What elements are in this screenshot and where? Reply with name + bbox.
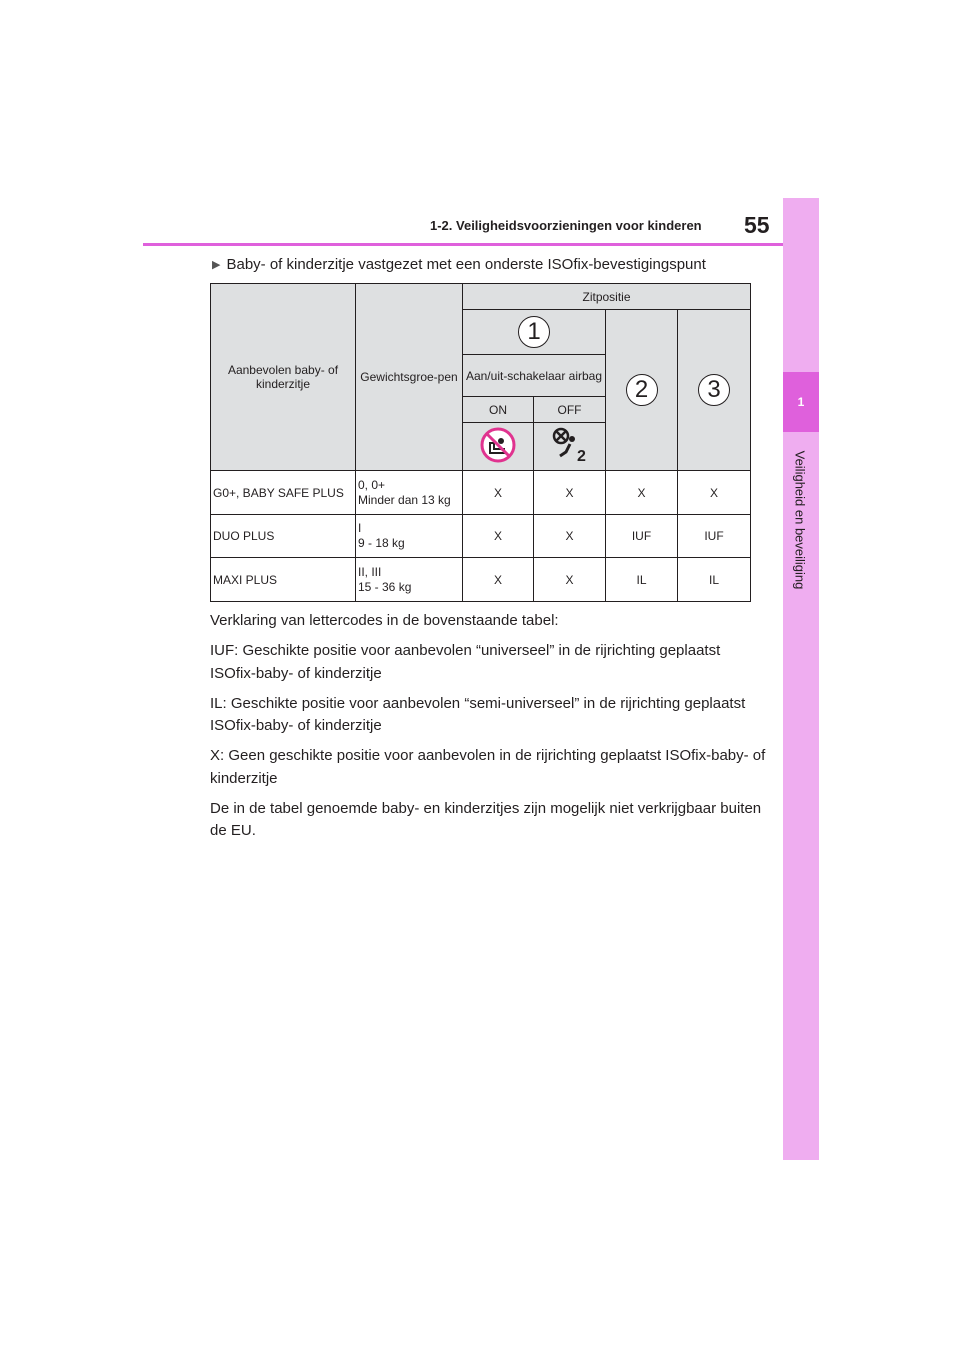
row-2-off: X: [534, 515, 606, 558]
position-3-icon: 3: [698, 374, 730, 406]
header-seat-position: Zitpositie: [463, 284, 751, 310]
row-2-weight: [356, 515, 463, 558]
row-3-weight-range: 15 - 36 kg: [358, 579, 412, 594]
legend-iuf: IUF: Geschikte positie voor aanbevolen “universeel” in de rijrichting geplaatst ISOfix-baby- of kinderzitje: [210, 642, 721, 682]
row-1-on: X: [463, 471, 534, 515]
position-3-cell: [678, 310, 751, 471]
row-1-weight-range: Minder dan 13 kg: [358, 492, 451, 507]
chapter-title: Veiligheid en beveiliging: [792, 450, 808, 590]
row-2-seat: DUO PLUS: [211, 515, 356, 558]
legend-x: X: Geen geschikte positie voor aanbevolen in de rijrichting geplaatst ISOfix-baby- of kinderzitje: [210, 747, 766, 787]
row-3-weight: [356, 558, 463, 602]
legend-intro: Verklaring van lettercodes in de bovenstaande tabel:: [210, 612, 559, 629]
row-3-group: II, III: [358, 564, 382, 579]
position-1-cell: [463, 310, 606, 355]
row-2-pos2: IUF: [606, 515, 678, 558]
row-3-seat: MAXI PLUS: [211, 558, 356, 602]
chapter-side-tab: [783, 198, 819, 1160]
row-1-pos3: X: [678, 471, 751, 515]
bullet-heading-text: Baby- of kinderzitje vastgezet met een onderste ISOfix-bevestigingspunt: [226, 256, 706, 273]
row-1-pos2: X: [606, 471, 678, 515]
row-2-on: X: [463, 515, 534, 558]
position-2-cell: [606, 310, 678, 471]
airbag-off-header: OFF: [534, 397, 606, 423]
row-2-group: I: [358, 521, 362, 535]
bullet-heading: [212, 256, 706, 273]
section-title: 1-2. Veiligheidsvoorzieningen voor kinderen: [430, 218, 702, 233]
legend-il: IL: Geschikte positie voor aanbevolen “semi-universeel” in de rijrichting geplaatst ISOfix-baby- of kinderzitje: [210, 694, 746, 734]
svg-text:2: 2: [576, 448, 586, 465]
row-3-on: X: [463, 558, 534, 602]
chapter-number-badge: [783, 372, 819, 432]
chapter-number: 1: [797, 395, 805, 409]
header-weight-group: Gewichtsgroe-pen: [356, 284, 463, 471]
explanation-text: [210, 610, 770, 850]
row-2-pos3: IUF: [678, 515, 751, 558]
header-divider: [143, 243, 783, 246]
position-1-icon: 1: [518, 316, 550, 348]
row-3-off: X: [534, 558, 606, 602]
row-3-pos3: IL: [678, 558, 751, 602]
airbag-off-passenger-icon: [534, 423, 606, 471]
row-1-group: 0, 0+: [358, 477, 386, 492]
row-2-weight-range: 9 - 18 kg: [358, 536, 405, 550]
row-3-pos2: IL: [606, 558, 678, 602]
row-1-weight: [356, 471, 463, 515]
airbag-switch-header: Aan/uit-schakelaar airbag: [463, 355, 606, 397]
availability-note: De in de tabel genoemde baby- en kinderzitjes zijn mogelijk niet verkrijgbaar buiten de EU.: [210, 799, 762, 839]
triangle-bullet-icon: ▶: [212, 259, 221, 271]
seat-suitability-table: [210, 283, 751, 602]
airbag-on-header: ON: [463, 397, 534, 423]
row-1-off: X: [534, 471, 606, 515]
header-recommended-seat: Aanbevolen baby- of kinderzitje: [211, 284, 356, 471]
position-2-icon: 2: [626, 374, 658, 406]
child-seat-airbag-prohibited-icon: [463, 423, 534, 471]
row-1-seat: G0+, BABY SAFE PLUS: [211, 471, 356, 515]
page-number: 55: [744, 212, 770, 238]
